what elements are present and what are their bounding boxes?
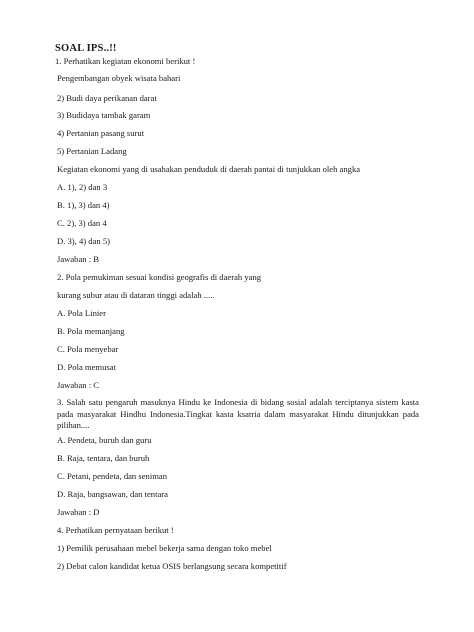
q1-option-a: A. 1), 2) dan 3 xyxy=(57,182,108,192)
q3-option-d: D. Raja, bangsawan, dan tentara xyxy=(57,489,168,499)
q1-item: 3) Budidaya tambak garam xyxy=(57,110,151,120)
q1-option-c: C. 2), 3) dan 4 xyxy=(57,218,107,228)
q3-option-c: C. Petani, pendeta, dan seniman xyxy=(57,471,168,481)
document-title: SOAL IPS..!! xyxy=(55,43,117,54)
q1-question: Kegiatan ekonomi yang di usahakan penduduk di daerah pantai di tunjukkan oleh angka xyxy=(57,164,361,174)
q4-stem: 4. Perhatikan pernyataan berikut ! xyxy=(57,525,174,535)
q1-stem: 1. Perhatikan kegiatan ekonomi berikut ! xyxy=(55,56,196,66)
q2-option-b: B. Pola memanjang xyxy=(57,326,125,336)
q1-option-b: B. 1), 3) dan 4) xyxy=(57,200,110,210)
q2-option-c: C. Pola menyebar xyxy=(57,344,119,354)
q2-answer: Jawaban : C xyxy=(57,380,100,390)
q1-item: 4) Pertanian pasang surut xyxy=(57,128,145,138)
q3-option-b: B. Raja, tentara, dan buruh xyxy=(57,453,150,463)
q4-item: 2) Debat calon kandidat ketua OSIS berlangsung secara kompetitif xyxy=(57,561,287,571)
q1-item: Pengembangan obyek wisata bahari xyxy=(57,73,181,83)
q3-option-a: A. Pendeta, buruh dan guru xyxy=(57,435,152,445)
q2-stem-continued: kurang subur atau di dataran tinggi adalah ..... xyxy=(57,290,215,300)
q1-item: 5) Pertanian Ladang xyxy=(57,146,127,156)
q2-option-a: A. Pola Linier xyxy=(57,308,106,318)
q1-item: 2) Budi daya perikanan darat xyxy=(57,93,157,103)
q3-stem: 3. Salah satu pengaruh masuknya Hindu ke Indonesia di bidang sosial adalah terciptanya sistem kasta pada masyarakat Hindhu Indonesia.Tingkat kasta ksatria dalam masyarakat Hindu ditunjukkan pada pilihan.... xyxy=(57,397,419,430)
q4-item: 1) Pemilik perusahaan mebel bekerja sama dengan toko mebel xyxy=(57,543,272,553)
q1-option-d: D. 3), 4) dan 5) xyxy=(57,236,110,246)
q1-answer: Jawaban : B xyxy=(57,254,100,264)
q2-stem: 2. Pola pemukiman sesuai kondisi geografis di daerah yang xyxy=(57,272,262,282)
q2-option-d: D. Pola memusat xyxy=(57,362,116,372)
q3-answer: Jawaban : D xyxy=(57,507,100,517)
